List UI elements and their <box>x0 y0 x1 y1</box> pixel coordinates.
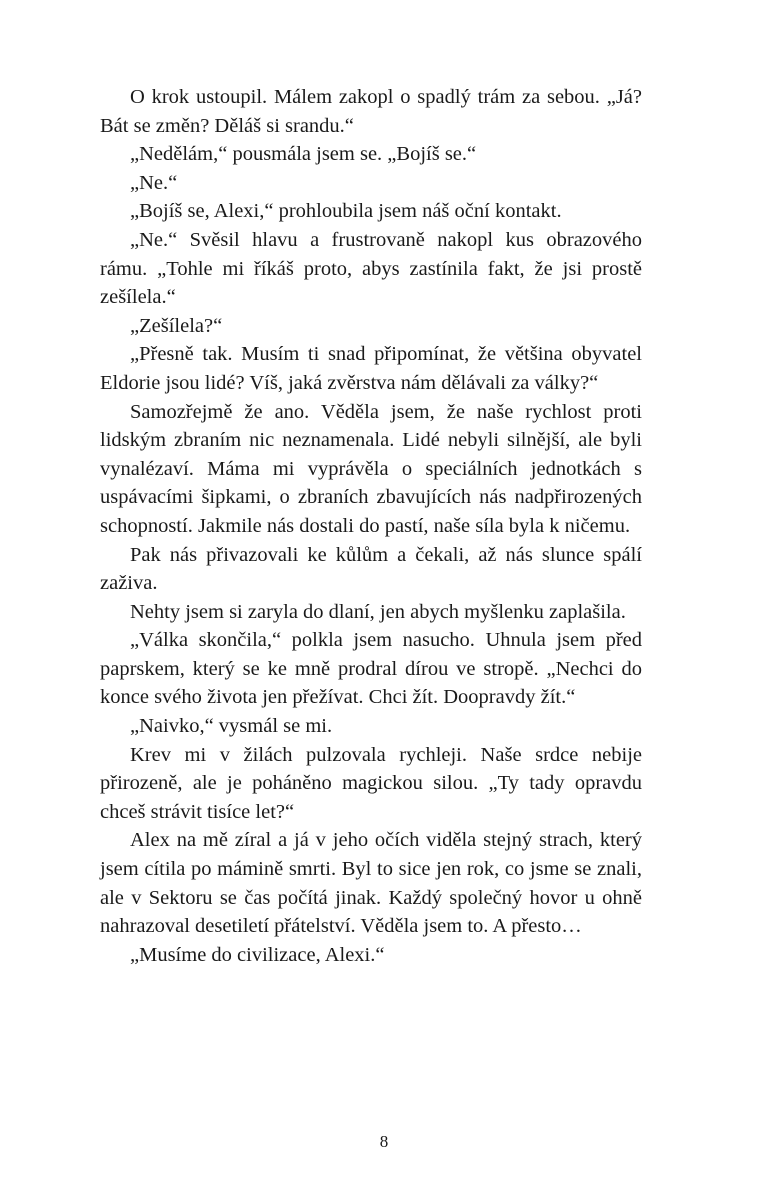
paragraph-7: „Přesně tak. Musím ti snad připomínat, že většina obyvatel Eldorie jsou lidé? Víš, jaká zvěrstva nám dělávali za války?“ <box>100 343 642 394</box>
paragraph-3: „Ne.“ <box>130 171 178 194</box>
paragraph-15: „Musíme do civilizace, Alexi.“ <box>130 943 385 966</box>
paragraph-4: „Bojíš se, Alexi,“ prohloubila jsem náš oční kontakt. <box>130 200 562 223</box>
paragraph-12: „Naivko,“ vysmál se mi. <box>130 715 333 738</box>
paragraph-9: Pak nás přivazovali ke kůlům a čekali, až nás slunce spálí zaživa. <box>100 543 642 595</box>
paragraph-6: „Zešílela?“ <box>130 314 223 337</box>
paragraph-11: „Válka skončila,“ polkla jsem nasucho. Uhnula jsem před paprskem, který se ke mně prodral dírou ve stropě. „Nechci do konce svého života jen přežívat. Chci žít. Doopravdy žít.“ <box>100 629 642 709</box>
paragraph-13: Krev mi v žilách pulzovala rychleji. Naše srdce nebije přirozeně, ale je poháněno magickou silou. „Ty tady opravdu chceš strávit tisíce let?“ <box>100 743 642 823</box>
paragraph-8: Samozřejmě že ano. Věděla jsem, že naše rychlost proti lidským zbraním nic neznamenala. Lidé nebyli silnější, ale byli vynalézaví. Máma mi vyprávěla o speciálních jednotkách s uspávacími šipkami, o zbraních zbavujících nás nadpřirozených schopností. Jakmile nás dostali do pastí, naše síla byla k ničemu. <box>100 400 642 537</box>
paragraph-10: Nehty jsem si zaryla do dlaní, jen abych myšlenku zaplašila. <box>130 600 626 623</box>
page-body <box>100 83 642 969</box>
page-number: 8 <box>379 1132 389 1151</box>
paragraph-2: „Nedělám,“ pousmála jsem se. „Bojíš se.“ <box>130 143 477 166</box>
paragraph-1: O krok ustoupil. Málem zakopl o spadlý trám za sebou. „Já? Bát se změn? Děláš si srandu.“ <box>100 86 642 137</box>
paragraph-14: Alex na mě zíral a já v jeho očích viděla stejný strach, který jsem cítila po mámině smrti. Byl to sice jen rok, co jsme se znali, ale v Sektoru se čas počítá jinak. Každý společný hovor u ohně nahrazoval desetiletí přátelství. Věděla jsem to. A přesto… <box>100 829 642 938</box>
paragraph-5: „Ne.“ Svěsil hlavu a frustrovaně nakopl kus obrazového rámu. „Tohle mi říkáš proto, abys zastínila fakt, že jsi prostě zešílela.“ <box>100 228 642 309</box>
